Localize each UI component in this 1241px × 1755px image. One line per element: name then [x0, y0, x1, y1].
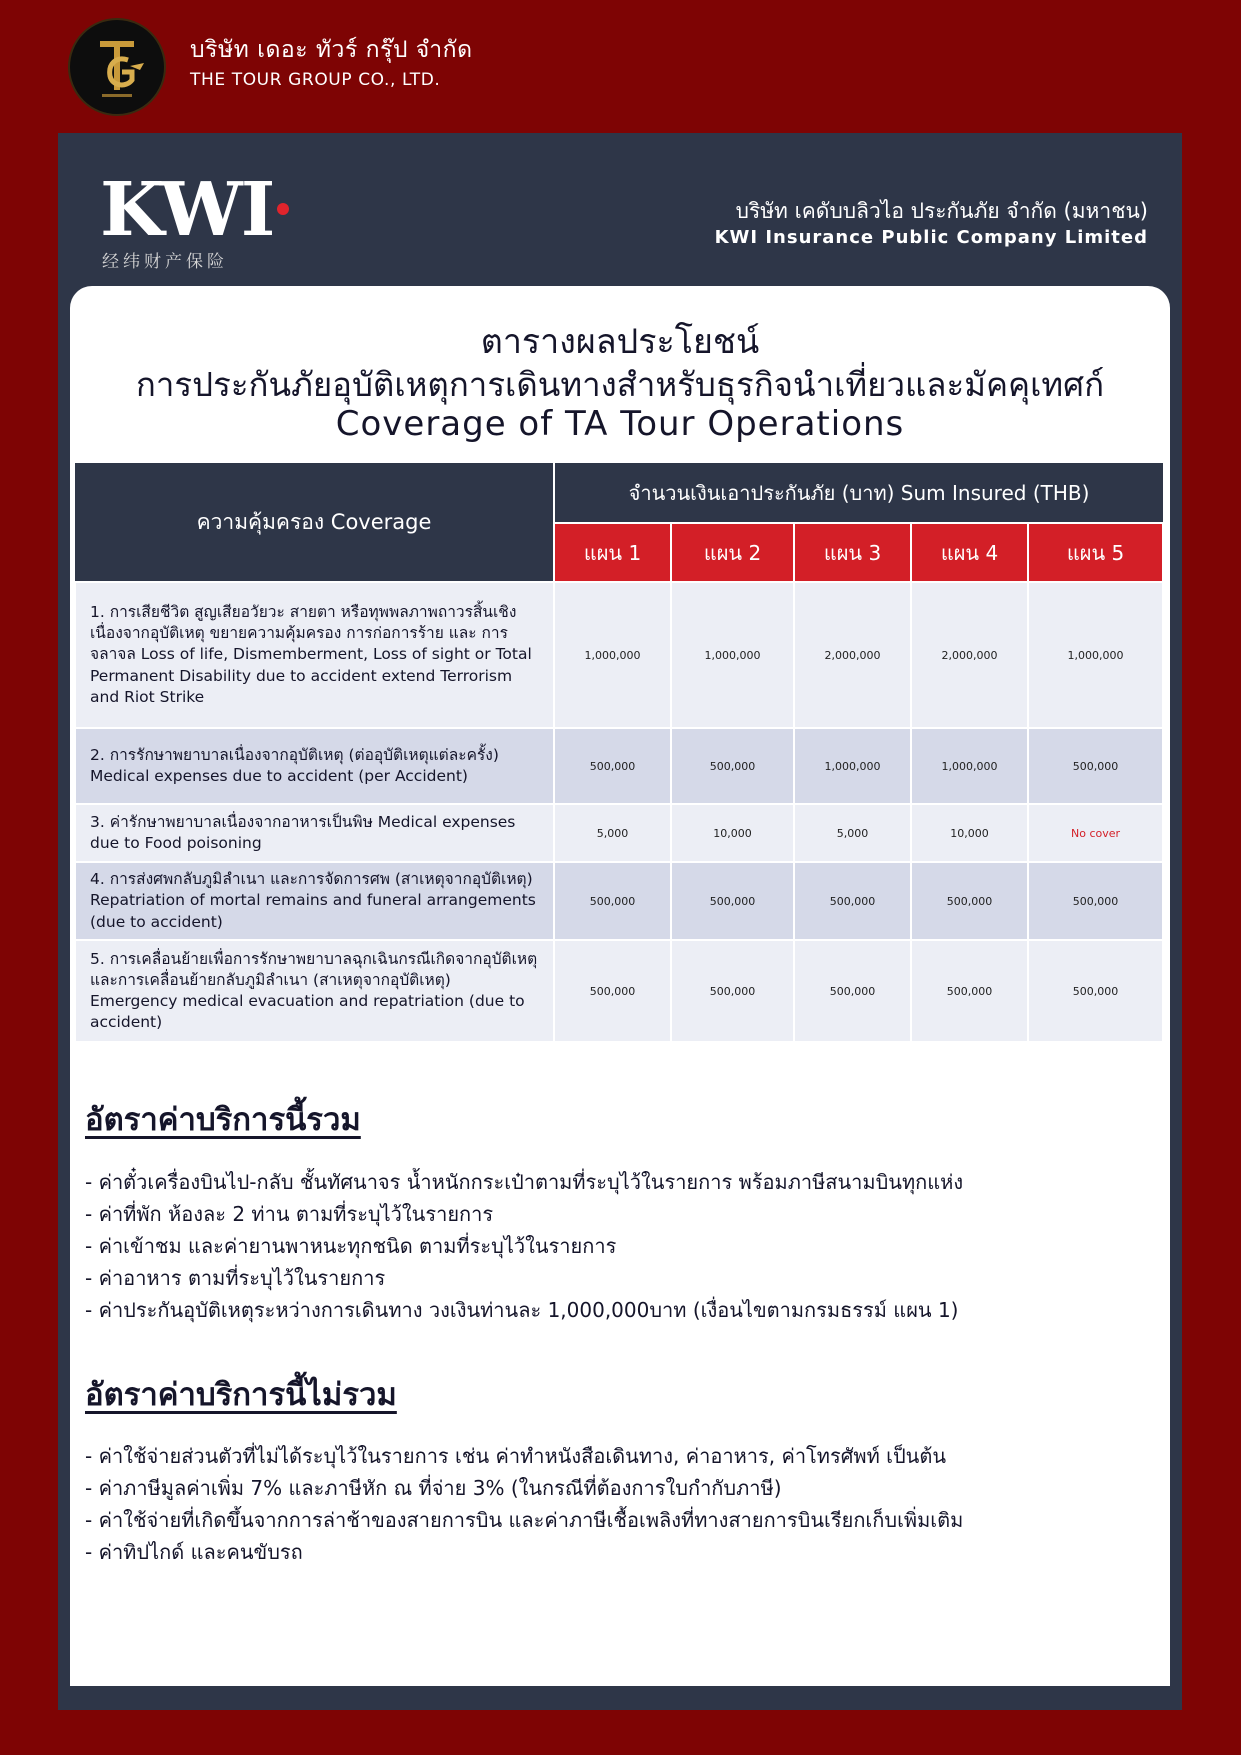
sum-insured-cell: 500,000 [1028, 940, 1163, 1042]
sum-insured-cell: 1,000,000 [794, 728, 911, 804]
sum-insured-cell: 500,000 [554, 728, 671, 804]
sum-insured-cell: 2,000,000 [911, 582, 1028, 728]
sum-insured-cell: 1,000,000 [671, 582, 794, 728]
sum-insured-cell: 2,000,000 [794, 582, 911, 728]
insurer-name-english: KWI Insurance Public Company Limited [714, 227, 1148, 248]
sum-insured-cell: 10,000 [911, 804, 1028, 862]
list-item: - ค่าเข้าชม และค่ายานพาหนะทุกชนิด ตามที่ระบุไว้ในรายการ [85, 1234, 617, 1258]
sum-insured-cell: 1,000,000 [1028, 582, 1163, 728]
sum-insured-cell: 500,000 [1028, 728, 1163, 804]
list-item: - ค่าที่พัก ห้องละ 2 ท่าน ตามที่ระบุไว้ในรายการ [85, 1202, 494, 1226]
company-name-english: THE TOUR GROUP CO., LTD. [190, 70, 441, 90]
list-item: - ค่าประกันอุบัติเหตุระหว่างการเดินทาง วงเงินท่านละ 1,000,000บาท (เงื่อนไขตามกรมธรรม์ แผน 1) [85, 1298, 959, 1322]
table-row [75, 582, 1163, 728]
sum-insured-cell: 500,000 [794, 862, 911, 940]
coverage-description: 2. การรักษาพยาบาลเนื่องจากอุบัติเหตุ (ต่ออุบัติเหตุแต่ละครั้ง) Medical expenses due to accident (per Accident) [75, 728, 554, 804]
company-name-thai: บริษัท เดอะ ทัวร์ กรุ๊ป จำกัด [190, 37, 473, 63]
sum-insured-cell: 500,000 [554, 862, 671, 940]
list-item: - ค่าใช้จ่ายที่เกิดขึ้นจากการล่าช้าของสายการบิน และค่าภาษีเชื้อเพลิงที่ทางสายการบินเรียกเก็บเพิ่มเติม [85, 1508, 964, 1532]
included-list [85, 1166, 963, 1326]
content-card [70, 286, 1170, 1686]
sum-insured-cell: 500,000 [671, 862, 794, 940]
excluded-list [85, 1440, 963, 1568]
coverage-description: 1. การเสียชีวิต สูญเสียอวัยวะ สายตา หรือทุพพลภาพถาวรสิ้นเชิงเนื่องจากอุบัติเหตุ ขยายความคุ้มครอง การก่อการร้าย และ การจลาจล Loss of life, Dismemberment, Loss of sight or Total Permanent Disability due to accident extend Terrorism and Riot Strike [75, 582, 554, 728]
title-coverage-english: Coverage of TA Tour Operations [335, 404, 905, 444]
sum-insured-header: จำนวนเงินเอาประกันภัย (บาท) Sum Insured (THB) [554, 463, 1163, 523]
sum-insured-cell: 5,000 [794, 804, 911, 862]
table-row [75, 940, 1163, 1042]
sum-insured-cell: 1,000,000 [911, 728, 1028, 804]
coverage-description: 3. ค่ารักษาพยาบาลเนื่องจากอาหารเป็นพิษ Medical expenses due to Food poisoning [75, 804, 554, 862]
top-bar [0, 0, 1241, 130]
kwi-logo-text: KWI [100, 167, 274, 253]
tour-group-logo-icon [68, 18, 166, 116]
coverage-column-header: ความคุ้มครอง Coverage [75, 463, 554, 582]
plan-header: แผน 5 [1028, 523, 1163, 582]
kwi-logo-chinese: 经纬财产保险 [102, 252, 228, 272]
sum-insured-cell: 500,000 [911, 862, 1028, 940]
sum-insured-cell: 1,000,000 [554, 582, 671, 728]
included-heading: อัตราค่าบริการนี้รวม [85, 1102, 361, 1138]
excluded-heading: อัตราค่าบริการนี้ไม่รวม [85, 1377, 397, 1413]
sum-insured-cell: 500,000 [671, 940, 794, 1042]
table-row [75, 862, 1163, 940]
table-row [75, 728, 1163, 804]
plan-header: แผน 1 [554, 523, 671, 582]
list-item: - ค่าตั๋วเครื่องบินไป-กลับ ชั้นทัศนาจร น้ำหนักกระเป๋าตามที่ระบุไว้ในรายการ พร้อมภาษีสนามบินทุกแห่ง [85, 1170, 964, 1194]
sum-insured-cell: 500,000 [1028, 862, 1163, 940]
sum-insured-cell: 500,000 [554, 940, 671, 1042]
sum-insured-cell: 5,000 [554, 804, 671, 862]
plan-header: แผน 2 [671, 523, 794, 582]
insurer-name-thai: บริษัท เคดับบลิวไอ ประกันภัย จำกัด (มหาชน) [735, 199, 1148, 223]
sum-insured-cell: 500,000 [911, 940, 1028, 1042]
title-insurance-type: การประกันภัยอุบัติเหตุการเดินทางสำหรับธุรกิจนำเที่ยวและมัคคุเทศก์ [135, 365, 1105, 404]
table-row [75, 804, 1163, 862]
list-item: - ค่าภาษีมูลค่าเพิ่ม 7% และภาษีหัก ณ ที่จ่าย 3% (ในกรณีที่ต้องการใบกำกับภาษี) [85, 1476, 782, 1500]
coverage-table [74, 463, 1164, 1043]
coverage-description: 5. การเคลื่อนย้ายเพื่อการรักษาพยาบาลฉุกเฉินกรณีเกิดจากอุบัติเหตุ และการเคลื่อนย้ายกลับภูมิลำเนา (สาเหตุจากอุบัติเหตุ) Emergency medical evacuation and repatriation (due to accident) [75, 940, 554, 1042]
sum-insured-cell: 10,000 [671, 804, 794, 862]
kwi-logo [100, 167, 274, 293]
sum-insured-cell: 500,000 [671, 728, 794, 804]
no-cover-cell: No cover [1028, 804, 1163, 862]
list-item: - ค่าใช้จ่ายส่วนตัวที่ไม่ได้ระบุไว้ในรายการ เช่น ค่าทำหนังสือเดินทาง, ค่าอาหาร, ค่าโทรศัพท์ เป็นต้น [85, 1444, 947, 1468]
insurance-panel [58, 133, 1182, 1710]
list-item: - ค่าทิปไกด์ และคนขับรถ [85, 1540, 303, 1564]
plan-header: แผน 3 [794, 523, 911, 582]
sum-insured-cell: 500,000 [794, 940, 911, 1042]
plan-header: แผน 4 [911, 523, 1028, 582]
list-item: - ค่าอาหาร ตามที่ระบุไว้ในรายการ [85, 1266, 386, 1290]
coverage-description: 4. การส่งศพกลับภูมิลำเนา และการจัดการศพ (สาเหตุจากอุบัติเหตุ) Repatriation of mortal remains and funeral arrangements (due to accident) [75, 862, 554, 940]
kwi-logo-dot-icon [277, 203, 289, 215]
title-benefit-table: ตารางผลประโยชน์ [480, 322, 760, 362]
